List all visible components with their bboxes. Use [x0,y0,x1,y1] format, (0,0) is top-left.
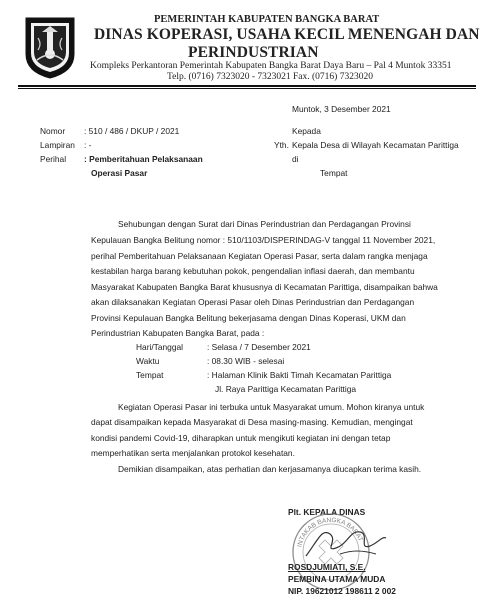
hari-label: Hari/Tanggal [136,342,184,352]
p2-line: kondisi pandemi Covid-19, diharapkan untuk mengikuti kegiatan ini dengan tetap [91,433,391,443]
stamp-text: INTAKAB BANGKA BARAT [296,516,364,548]
p1-line: perihal Pemberitahuan Pelaksanaan Kegiatan Operasi Pasar, serta dalam rangka menjaga [91,251,428,261]
nomor-value: : 510 / 486 / DKUP / 2021 [84,126,180,136]
lampiran-value: : - [84,140,92,150]
p1-line: Kepulauan Bangka Belitung nomor : 510/1103/DISPERINDAG-V tanggal 11 November 2021, [91,235,436,245]
agency-address: Kompleks Perkantoran Pemerintah Kabupaten Bangka Barat Daya Baru – Pal 4 Muntok 33351 [90,61,452,71]
signature-scribble-icon [300,520,390,564]
waktu-value: : 08.30 WIB - selesai [207,356,285,366]
agency-name-line1: DINAS KOPERASI, USAHA KECIL MENENGAH DAN [94,26,480,43]
recipient-kepada: Kepada [292,126,321,136]
signatory-rank: PEMBINA UTAMA MUDA [288,574,386,584]
p2-line: dapat disampaikan kepada Masyarakat di Desa masing-masing. Kemudian, mengingat [91,417,413,427]
signatory-name: ROSDJUMIATI, S.E. [288,562,366,572]
signatory-title: Plt. KEPALA DINAS [288,507,366,517]
recipient-name: Kepala Desa di Wilayah Kecamatan Parittiga [292,140,459,150]
p3-line: Demikian disampaikan, atas perhatian dan kerjasamanya diucapkan terima kasih. [118,464,422,474]
tempat-label: Tempat [136,370,164,380]
p1-line: Sehubungan dengan Surat dari Dinas Perindustrian dan Perdagangan Provinsi [118,219,411,229]
perihal-value-line1: : Pemberitahuan Pelaksanaan [84,154,203,164]
tempat-value-line2: Jl. Raya Parittiga Kecamatan Parittiga [215,384,357,394]
recipient-tempat: Tempat [320,168,348,178]
recipient-di: di [292,154,299,164]
place-date: Muntok, 3 Desember 2021 [292,104,391,114]
perihal-value-line2: Operasi Pasar [91,168,148,178]
recipient-yth: Yth. [274,140,289,150]
p1-line: Perindustrian Kabupaten Bangka Barat, pada : [91,328,265,338]
perihal-label: Perihal [40,154,67,164]
p1-line: akan dilaksanakan Kegiatan Operasi Pasar oleh Dinas Perindustrian dan Perdagangan [91,297,415,307]
signatory-nip: NIP. 19621012 198611 2 002 [288,586,396,596]
regency-emblem-icon [22,14,78,80]
tempat-value-line1: : Halaman Klinik Bakti Timah Kecamatan Parittiga [207,370,392,380]
lampiran-label: Lampiran [40,140,75,150]
nomor-label: Nomor [40,126,66,136]
gov-name: PEMERINTAH KABUPATEN BANGKA BARAT [154,14,380,25]
p1-line: Masyarakat Kabupaten Bangka Barat khususnya di Kecamatan Parittiga, disampaikan bahwa [91,282,438,292]
p1-line: Provinsi Kepulauan Bangka Belitung bekerjasama dengan Dinas Koperasi, UKM dan [91,313,406,323]
waktu-label: Waktu [136,356,160,366]
p2-line: Kegiatan Operasi Pasar ini terbuka untuk Masyarakat umum. Mohon kiranya untuk [118,402,425,412]
hari-value: : Selasa / 7 Desember 2021 [207,342,311,352]
p1-line: kestabilan harga barang kebutuhan pokok, pengendalian inflasi daerah, dan membantu [91,266,415,276]
agency-name-line2: PERINDUSTRIAN [188,44,319,61]
header-rule-thick [18,85,476,87]
header-rule-thin [18,88,476,89]
p2-line: memperhatikan serta menjalankan protokol kesehatan. [91,448,295,458]
agency-phone: Telp. (0716) 7323020 - 7323021 Fax. (0716) 7323020 [167,72,373,82]
